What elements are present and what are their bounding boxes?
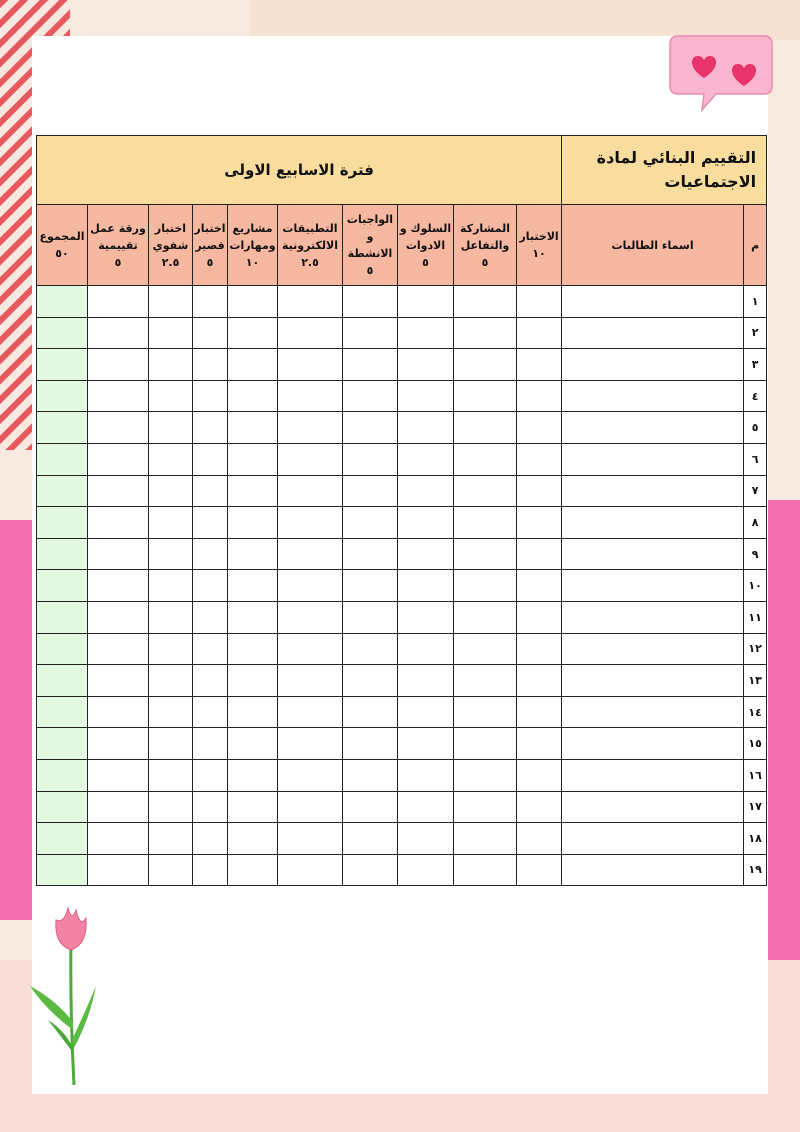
table-row (37, 475, 767, 507)
student-name-cell[interactable] (562, 665, 744, 697)
score-cell[interactable] (517, 507, 562, 539)
total-cell[interactable] (37, 349, 88, 381)
header-participation: المشاركة والتفاعل ٥ (454, 205, 517, 286)
row-number: ٣ (744, 349, 767, 381)
score-cell[interactable] (149, 759, 193, 791)
header-oral-test: اختبار شفوي ٢.٥ (149, 205, 193, 286)
score-cell[interactable] (517, 317, 562, 349)
score-cell[interactable] (454, 475, 517, 507)
student-name-cell[interactable] (562, 538, 744, 570)
score-cell[interactable] (149, 854, 193, 886)
score-cell[interactable] (454, 538, 517, 570)
score-cell[interactable] (454, 443, 517, 475)
student-name-cell[interactable] (562, 791, 744, 823)
score-cell[interactable] (343, 696, 398, 728)
row-number: ٦ (744, 443, 767, 475)
score-cell[interactable] (149, 317, 193, 349)
score-cell[interactable] (454, 854, 517, 886)
header-total: المجموع ٥٠ (37, 205, 88, 286)
score-cell[interactable] (278, 854, 343, 886)
score-cell[interactable] (398, 412, 454, 444)
row-number: ٧ (744, 475, 767, 507)
student-name-cell[interactable] (562, 317, 744, 349)
score-cell[interactable] (517, 665, 562, 697)
student-name-cell[interactable] (562, 633, 744, 665)
score-cell[interactable] (454, 823, 517, 855)
score-cell[interactable] (88, 507, 149, 539)
total-cell[interactable] (37, 286, 88, 318)
score-cell[interactable] (343, 475, 398, 507)
score-cell[interactable] (454, 286, 517, 318)
score-cell[interactable] (343, 412, 398, 444)
row-number: ٨ (744, 507, 767, 539)
score-cell[interactable] (454, 317, 517, 349)
score-cell[interactable] (343, 759, 398, 791)
score-cell[interactable] (343, 854, 398, 886)
score-cell[interactable] (278, 791, 343, 823)
row-number: ١١ (744, 601, 767, 633)
score-cell[interactable] (343, 443, 398, 475)
student-name-cell[interactable] (562, 507, 744, 539)
score-cell[interactable] (149, 570, 193, 602)
header-homework: الواجبات و الانشطة ٥ (343, 205, 398, 286)
score-cell[interactable] (193, 349, 228, 381)
table-row (37, 633, 767, 665)
score-cell[interactable] (454, 696, 517, 728)
total-cell[interactable] (37, 538, 88, 570)
score-cell[interactable] (228, 317, 278, 349)
score-cell[interactable] (454, 759, 517, 791)
total-cell[interactable] (37, 665, 88, 697)
score-cell[interactable] (517, 633, 562, 665)
row-number: ١ (744, 286, 767, 318)
score-cell[interactable] (517, 380, 562, 412)
header-student-names: اسماء الطالبات (562, 205, 744, 286)
score-cell[interactable] (517, 823, 562, 855)
score-cell[interactable] (343, 507, 398, 539)
student-name-cell[interactable] (562, 696, 744, 728)
heart-chat-bubble-icon (664, 30, 776, 116)
score-cell[interactable] (343, 570, 398, 602)
score-cell[interactable] (343, 791, 398, 823)
score-cell[interactable] (228, 286, 278, 318)
student-name-cell[interactable] (562, 854, 744, 886)
table-row (37, 286, 767, 318)
score-cell[interactable] (193, 443, 228, 475)
score-cell[interactable] (517, 570, 562, 602)
score-cell[interactable] (517, 286, 562, 318)
score-cell[interactable] (517, 412, 562, 444)
score-cell[interactable] (88, 443, 149, 475)
score-cell[interactable] (228, 823, 278, 855)
score-cell[interactable] (278, 507, 343, 539)
score-cell[interactable] (398, 443, 454, 475)
score-cell[interactable] (88, 854, 149, 886)
score-cell[interactable] (149, 507, 193, 539)
score-cell[interactable] (193, 759, 228, 791)
score-cell[interactable] (228, 728, 278, 760)
score-cell[interactable] (398, 759, 454, 791)
score-cell[interactable] (149, 380, 193, 412)
score-cell[interactable] (454, 380, 517, 412)
score-cell[interactable] (454, 601, 517, 633)
score-cell[interactable] (343, 823, 398, 855)
score-cell[interactable] (517, 759, 562, 791)
score-cell[interactable] (278, 475, 343, 507)
score-cell[interactable] (398, 728, 454, 760)
score-cell[interactable] (149, 665, 193, 697)
score-cell[interactable] (278, 349, 343, 381)
table-row (37, 570, 767, 602)
total-cell[interactable] (37, 443, 88, 475)
score-cell[interactable] (278, 823, 343, 855)
score-cell[interactable] (454, 728, 517, 760)
student-name-cell[interactable] (562, 412, 744, 444)
score-cell[interactable] (193, 696, 228, 728)
student-name-cell[interactable] (562, 823, 744, 855)
total-cell[interactable] (37, 412, 88, 444)
score-cell[interactable] (343, 665, 398, 697)
score-cell[interactable] (517, 791, 562, 823)
score-cell[interactable] (517, 475, 562, 507)
score-cell[interactable] (517, 854, 562, 886)
score-cell[interactable] (88, 728, 149, 760)
total-cell[interactable] (37, 791, 88, 823)
score-cell[interactable] (149, 728, 193, 760)
table-row (37, 854, 767, 886)
total-cell[interactable] (37, 507, 88, 539)
score-cell[interactable] (278, 286, 343, 318)
score-cell[interactable] (278, 538, 343, 570)
score-cell[interactable] (454, 349, 517, 381)
score-cell[interactable] (193, 665, 228, 697)
row-number: ١٤ (744, 696, 767, 728)
score-cell[interactable] (517, 728, 562, 760)
total-cell[interactable] (37, 696, 88, 728)
score-cell[interactable] (193, 412, 228, 444)
score-cell[interactable] (88, 317, 149, 349)
row-number: ١٨ (744, 823, 767, 855)
score-cell[interactable] (343, 601, 398, 633)
score-cell[interactable] (398, 286, 454, 318)
score-cell[interactable] (193, 854, 228, 886)
score-cell[interactable] (398, 791, 454, 823)
score-cell[interactable] (193, 728, 228, 760)
total-cell[interactable] (37, 759, 88, 791)
table-row (37, 412, 767, 444)
period-title: فترة الاسابيع الاولى (37, 136, 562, 205)
table-row (37, 317, 767, 349)
total-cell[interactable] (37, 854, 88, 886)
score-cell[interactable] (88, 823, 149, 855)
score-cell[interactable] (228, 791, 278, 823)
score-cell[interactable] (193, 823, 228, 855)
score-cell[interactable] (88, 791, 149, 823)
score-cell[interactable] (228, 538, 278, 570)
score-cell[interactable] (343, 728, 398, 760)
score-cell[interactable] (149, 443, 193, 475)
table-row (37, 696, 767, 728)
score-cell[interactable] (517, 538, 562, 570)
score-cell[interactable] (88, 349, 149, 381)
score-cell[interactable] (149, 286, 193, 318)
score-cell[interactable] (88, 665, 149, 697)
score-cell[interactable] (278, 601, 343, 633)
score-cell[interactable] (88, 759, 149, 791)
row-number: ١٦ (744, 759, 767, 791)
score-cell[interactable] (228, 854, 278, 886)
student-name-cell[interactable] (562, 475, 744, 507)
score-cell[interactable] (278, 728, 343, 760)
table-row (37, 380, 767, 412)
header-index: م (744, 205, 767, 286)
score-cell[interactable] (88, 475, 149, 507)
header-projects: مشاريع ومهارات ١٠ (228, 205, 278, 286)
header-apps: التطبيقات الالكترونية ٢.٥ (278, 205, 343, 286)
score-cell[interactable] (149, 475, 193, 507)
header-behavior: السلوك و الادوات ٥ (398, 205, 454, 286)
score-cell[interactable] (88, 601, 149, 633)
score-cell[interactable] (517, 696, 562, 728)
table-row (37, 791, 767, 823)
score-cell[interactable] (454, 412, 517, 444)
score-cell[interactable] (228, 665, 278, 697)
score-cell[interactable] (398, 633, 454, 665)
score-cell[interactable] (149, 791, 193, 823)
score-cell[interactable] (149, 412, 193, 444)
score-cell[interactable] (193, 317, 228, 349)
row-number: ١٧ (744, 791, 767, 823)
score-cell[interactable] (278, 380, 343, 412)
score-cell[interactable] (343, 538, 398, 570)
score-cell[interactable] (228, 696, 278, 728)
score-cell[interactable] (88, 412, 149, 444)
header-short-test: اختبار قصير ٥ (193, 205, 228, 286)
table-row (37, 443, 767, 475)
score-cell[interactable] (398, 507, 454, 539)
student-name-cell[interactable] (562, 728, 744, 760)
score-cell[interactable] (88, 538, 149, 570)
total-cell[interactable] (37, 570, 88, 602)
score-cell[interactable] (454, 791, 517, 823)
student-name-cell[interactable] (562, 601, 744, 633)
header-worksheet: ورقة عمل تقييمية ٥ (88, 205, 149, 286)
score-cell[interactable] (88, 633, 149, 665)
score-cell[interactable] (193, 570, 228, 602)
score-cell[interactable] (228, 443, 278, 475)
row-number: ١٢ (744, 633, 767, 665)
score-cell[interactable] (193, 601, 228, 633)
student-name-cell[interactable] (562, 759, 744, 791)
score-cell[interactable] (343, 380, 398, 412)
score-cell[interactable] (228, 570, 278, 602)
score-cell[interactable] (517, 349, 562, 381)
score-cell[interactable] (193, 791, 228, 823)
student-name-cell[interactable] (562, 286, 744, 318)
score-cell[interactable] (517, 443, 562, 475)
score-cell[interactable] (193, 633, 228, 665)
row-number: ٩ (744, 538, 767, 570)
table-row (37, 538, 767, 570)
total-cell[interactable] (37, 475, 88, 507)
table-row (37, 728, 767, 760)
score-cell[interactable] (193, 475, 228, 507)
score-cell[interactable] (193, 380, 228, 412)
tulip-flower-icon (26, 900, 116, 1090)
score-cell[interactable] (88, 380, 149, 412)
table-row (37, 601, 767, 633)
score-cell[interactable] (398, 696, 454, 728)
row-number: ١٠ (744, 570, 767, 602)
total-cell[interactable] (37, 633, 88, 665)
table-row (37, 823, 767, 855)
document-title: التقييم البنائي لمادة الاجتماعيات (562, 136, 767, 205)
score-cell[interactable] (193, 286, 228, 318)
score-cell[interactable] (228, 380, 278, 412)
score-cell[interactable] (398, 475, 454, 507)
row-number: ٢ (744, 317, 767, 349)
score-cell[interactable] (343, 633, 398, 665)
row-number: ٥ (744, 412, 767, 444)
row-number: ١٥ (744, 728, 767, 760)
student-name-cell[interactable] (562, 570, 744, 602)
total-cell[interactable] (37, 728, 88, 760)
score-cell[interactable] (278, 696, 343, 728)
score-cell[interactable] (398, 570, 454, 602)
table-row (37, 759, 767, 791)
score-cell[interactable] (278, 443, 343, 475)
score-cell[interactable] (454, 665, 517, 697)
student-name-cell[interactable] (562, 443, 744, 475)
score-cell[interactable] (193, 538, 228, 570)
score-cell[interactable] (343, 317, 398, 349)
table-row (37, 507, 767, 539)
student-name-cell[interactable] (562, 380, 744, 412)
score-cell[interactable] (398, 349, 454, 381)
score-cell[interactable] (149, 601, 193, 633)
total-cell[interactable] (37, 380, 88, 412)
score-cell[interactable] (193, 507, 228, 539)
header-exam: الاختبار ١٠ (517, 205, 562, 286)
score-cell[interactable] (278, 759, 343, 791)
student-name-cell[interactable] (562, 349, 744, 381)
score-cell[interactable] (228, 601, 278, 633)
score-cell[interactable] (454, 570, 517, 602)
score-cell[interactable] (454, 507, 517, 539)
score-cell[interactable] (398, 601, 454, 633)
score-cell[interactable] (149, 696, 193, 728)
score-cell[interactable] (149, 823, 193, 855)
score-cell[interactable] (228, 633, 278, 665)
score-cell[interactable] (278, 665, 343, 697)
row-number: ٤ (744, 380, 767, 412)
total-cell[interactable] (37, 823, 88, 855)
score-cell[interactable] (278, 570, 343, 602)
score-cell[interactable] (88, 696, 149, 728)
total-cell[interactable] (37, 601, 88, 633)
score-cell[interactable] (343, 286, 398, 318)
score-cell[interactable] (228, 349, 278, 381)
score-cell[interactable] (398, 538, 454, 570)
score-cell[interactable] (398, 854, 454, 886)
score-cell[interactable] (278, 412, 343, 444)
row-number: ١٣ (744, 665, 767, 697)
score-cell[interactable] (278, 317, 343, 349)
score-cell[interactable] (454, 633, 517, 665)
score-cell[interactable] (398, 823, 454, 855)
score-cell[interactable] (149, 349, 193, 381)
table-row (37, 349, 767, 381)
total-cell[interactable] (37, 317, 88, 349)
score-cell[interactable] (343, 349, 398, 381)
score-cell[interactable] (517, 601, 562, 633)
score-cell[interactable] (149, 538, 193, 570)
score-cell[interactable] (149, 633, 193, 665)
score-cell[interactable] (398, 317, 454, 349)
assessment-table (36, 135, 767, 886)
score-cell[interactable] (398, 380, 454, 412)
score-cell[interactable] (88, 570, 149, 602)
score-cell[interactable] (88, 286, 149, 318)
score-cell[interactable] (228, 759, 278, 791)
score-cell[interactable] (228, 412, 278, 444)
table-row (37, 665, 767, 697)
score-cell[interactable] (398, 665, 454, 697)
score-cell[interactable] (278, 633, 343, 665)
score-cell[interactable] (228, 475, 278, 507)
row-number: ١٩ (744, 854, 767, 886)
score-cell[interactable] (228, 507, 278, 539)
